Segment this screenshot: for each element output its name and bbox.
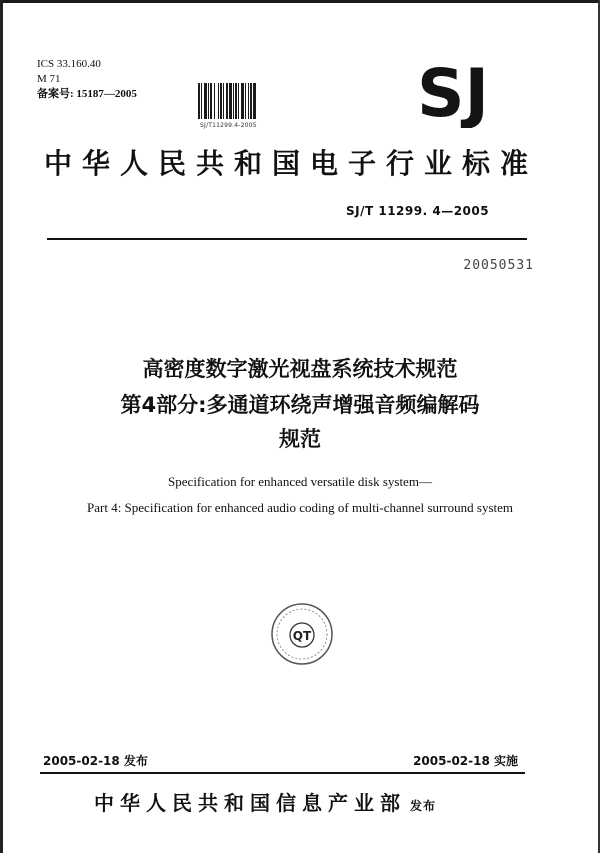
barcode-bar	[241, 83, 244, 119]
standard-category-title: 中华人民共和国电子行业标准	[44, 147, 539, 180]
barcode-bar	[210, 83, 212, 119]
barcode-bar	[250, 83, 252, 119]
barcode-bar	[204, 83, 207, 119]
standard-number: SJ/T 11299. 4—2005	[346, 204, 490, 218]
barcode-bar	[226, 83, 228, 119]
sj-logo	[398, 58, 508, 128]
record-number: 备案号: 15187—2005	[37, 88, 137, 100]
barcode-text: SJ/T11299.4-2005	[200, 122, 257, 129]
barcode-bar	[220, 83, 222, 119]
issuer-suffix: 发布	[410, 799, 437, 813]
barcode-bar	[201, 83, 202, 119]
stamp-number: 20050531	[463, 258, 534, 273]
barcode-bar	[233, 83, 234, 119]
barcode-bar	[208, 83, 209, 119]
barcode-bar	[253, 83, 256, 119]
issue-date: 2005-02-18 发布	[43, 754, 148, 768]
title-en-line1: Specification for enhanced versatile disk system—	[168, 474, 432, 489]
inspection-seal	[270, 602, 334, 666]
scan-edge-top	[0, 0, 600, 3]
barcode-bar	[218, 83, 219, 119]
implementation-date: 2005-02-18 实施	[413, 754, 518, 768]
ccs-code: M 71	[37, 73, 61, 85]
issuer-name: 中华人民共和国信息产业部	[94, 791, 406, 815]
title-cn-line3: 规范	[279, 427, 321, 451]
title-en-line2: Part 4: Specification for enhanced audio coding of multi-channel surround system	[87, 500, 513, 515]
scan-edge-left	[0, 0, 3, 853]
barcode-bar	[238, 83, 239, 119]
svg-text:QT: QT	[292, 629, 312, 643]
issuing-authority	[94, 787, 436, 816]
svg-text:SJ: SJ	[416, 58, 490, 128]
barcode-bar	[229, 83, 232, 119]
barcode-bar	[248, 83, 249, 119]
title-cn-line2: 第4部分:多通道环绕声增强音频编解码	[120, 393, 480, 417]
barcode-bar	[214, 83, 215, 119]
barcode-bar	[245, 83, 246, 119]
title-cn-line1: 高密度数字激光视盘系统技术规范	[142, 357, 458, 381]
header-divider	[47, 238, 527, 240]
footer-divider	[40, 772, 525, 774]
ics-code: ICS 33.160.40	[37, 58, 101, 70]
barcode-bar	[198, 83, 200, 119]
barcode-bar	[223, 83, 224, 119]
barcode-image	[198, 83, 278, 119]
barcode-bar	[235, 83, 237, 119]
